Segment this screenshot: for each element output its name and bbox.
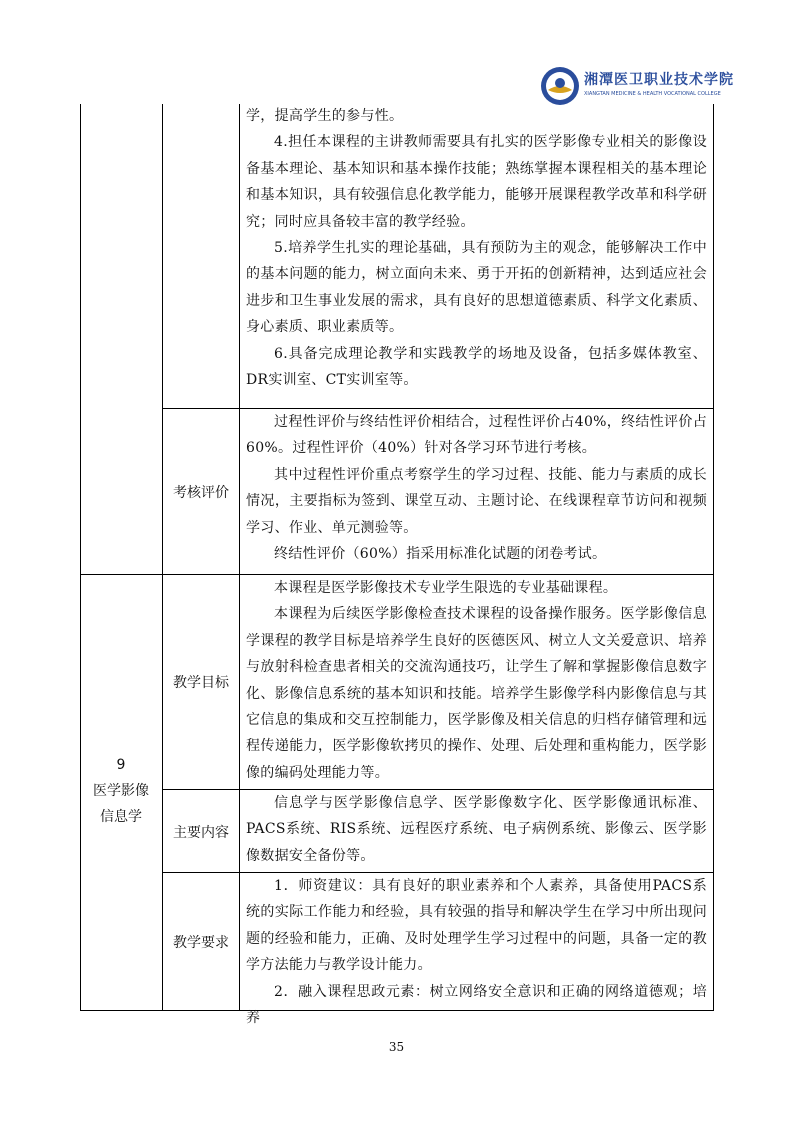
- paragraph: 5.培养学生扎实的理论基础，具有预防为主的观念，能够解决工作中的基本问题的能力，树立面向未来、勇于开拓的创新精神，达到适应社会进步和卫生事业发展的需求，具有良好的思想道德素质、科学文化素质、身心素质、职业素质等。: [246, 240, 707, 336]
- course-title: [80, 752, 162, 830]
- main-content-content: [246, 790, 707, 869]
- paragraph: 本课程是医学影像技术专业学生限选的专业基础课程。: [274, 580, 618, 596]
- table-divider-1: [162, 104, 163, 1011]
- paragraph: 过程性评价与终结性评价相结合，过程性评价占40%，终结性评价占60%。过程性评价（40%）针对各学习环节进行考核。: [246, 414, 707, 457]
- assessment-label: 考核评价: [173, 485, 229, 501]
- teaching-goal-content: [246, 575, 707, 786]
- paragraph: 终结性评价（60%）指采用标准化试题的闭卷考试。: [274, 546, 607, 563]
- course-name-line1: 医学影像: [93, 783, 149, 799]
- page-number: 35: [388, 1040, 405, 1054]
- course-number: 9: [116, 757, 126, 773]
- paragraph: 4.担任本课程的主讲教师需要具有扎实的医学影像专业相关的影像设备基本理论、基本知识和基本操作技能；熟练掌握本课程相关的基本理论和基本知识，具有较强信息化教学能力，能够开展课程教学改革和科学研究；同时应具备较丰富的教学经验。: [246, 134, 707, 230]
- table-divider-2: [239, 104, 240, 1011]
- paragraph: 6.具备完成理论教学和实践教学的场地及设备，包括多媒体教室、DR实训室、CT实训室等。: [246, 345, 707, 389]
- teaching-req-label: 教学要求: [173, 935, 229, 951]
- college-name: 湘潭医卫职业技术学院: [584, 72, 734, 88]
- table-border-right: [713, 104, 714, 1011]
- teaching-req-content: [246, 873, 707, 1031]
- college-seal-icon: [540, 66, 580, 106]
- college-logo: [540, 66, 758, 108]
- table-border-left: [80, 104, 81, 1011]
- teaching-goal-label: 教学目标: [173, 675, 229, 691]
- paragraph: 其中过程性评价重点考察学生的学习过程、技能、能力与素质的成长情况，主要指标为签到、课堂互动、主题讨论、在线课程章节访问和视频学习、作业、单元测验等。: [246, 466, 707, 536]
- paragraph: 信息学与医学影像信息学、医学影像数字化、医学影像通讯标准、PACS系统、RIS系统、远程医疗系统、电子病例系统、影像云、医学影像数据安全备份等。: [246, 795, 707, 864]
- paragraph: 1．师资建议：具有良好的职业素养和个人素养，具备使用PACS系统的实际工作能力和经验，具有较强的指导和解决学生在学习中所出现问题的经验和能力，正确、及时处理学生学习过程中的问题，具备一定的教学方法能力与教学设计能力。: [246, 878, 707, 974]
- paragraph: 学，提高学生的参与性。: [246, 108, 404, 124]
- paragraph: 2．融入课程思政元素：树立网络安全意识和正确的网络道德观；培养: [246, 983, 707, 1027]
- assessment-content: [246, 409, 707, 567]
- teaching-req-continued: [246, 103, 707, 393]
- college-name-en: XIANGTAN MEDICINE & HEALTH VOCATIONAL COLLEGE: [584, 91, 721, 97]
- course-name-line2: 信息学: [100, 809, 142, 825]
- paragraph: 本课程为后续医学影像检查技术课程的设备操作服务。医学影像信息学课程的教学目标是培养学生良好的医德医风、树立人文关爱意识、培养与放射科检查患者相关的交流沟通技巧，让学生了解和掌握影像信息数字化、影像信息系统的基本知识和技能。培养学生影像学科内影像信息与其它信息的集成和交互控制能力，医学影像及相关信息的归档存储管理和远程传递能力，医学影像软拷贝的操作、处理、后处理和重构能力，医学影像的编码处理能力等。: [246, 606, 707, 781]
- main-content-label: 主要内容: [173, 825, 229, 841]
